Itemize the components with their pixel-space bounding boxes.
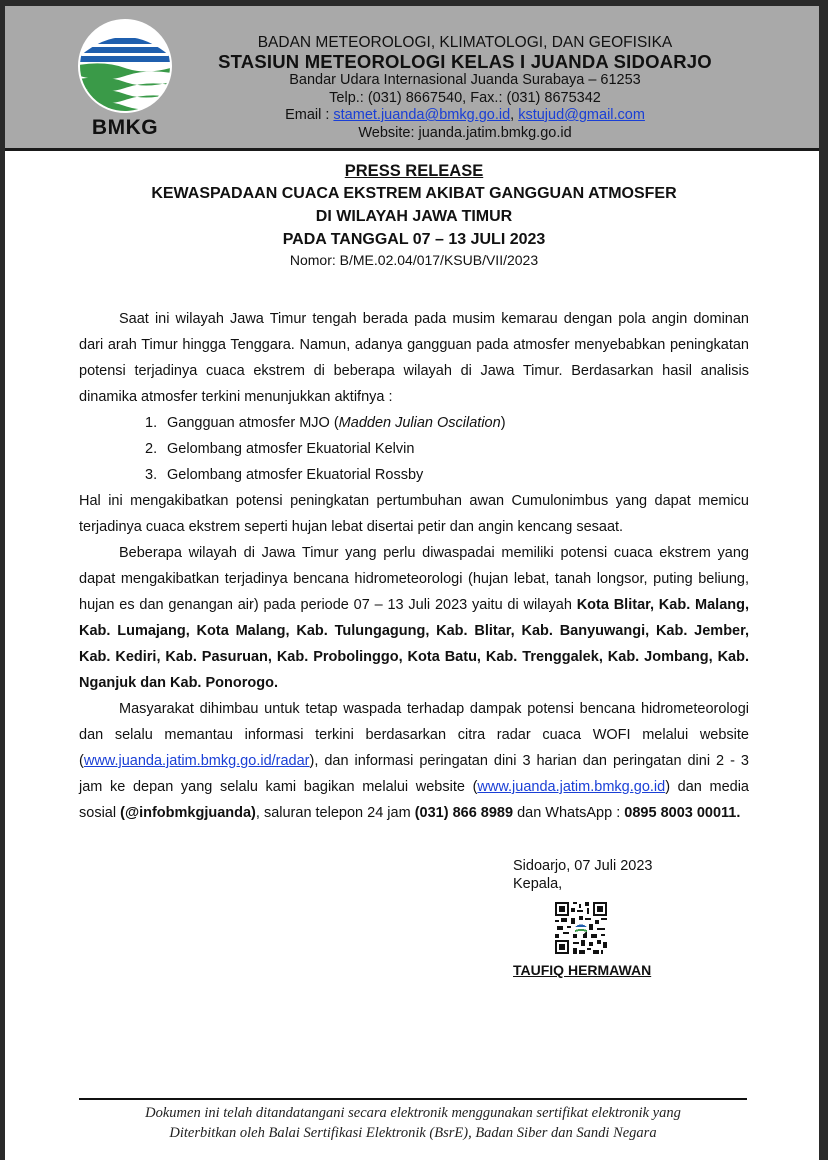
list-text <box>145 410 506 436</box>
document-body <box>79 306 749 826</box>
advice-text-b: ), dan informasi peringatan dini 3 harian dan peringatan dini 2 - 3 jam ke depan yang selalu kami bagikan melalui website ( <box>79 753 749 795</box>
footer-line-2: Diterbitkan oleh Balai Sertifikasi Elektronik (BsrE), Badan Siber dan Sandi Negara <box>169 1125 657 1141</box>
paragraph-intro: Saat ini wilayah Jawa Timur tengah berada pada musim kemarau dengan pola angin dominan dari arah Timur hingga Tenggara. Namun, adanya gangguan pada atmosfer menyebabkan peningkatan potensi terjadinya cuaca ekstrem di beberapa wilayah di Jawa Timur. Berdasarkan hasil analisis dinamika atmosfer terkini menunjukkan aktifnya : <box>79 311 749 405</box>
title-block <box>0 160 828 270</box>
letterhead-text <box>185 34 745 142</box>
station-name: STASIUN METEOROLOGI KELAS I JUANDA SIDOARJO <box>218 51 712 72</box>
list-item <box>79 410 749 436</box>
email-link-stamet[interactable]: stamet.juanda@bmkg.go.id <box>333 107 511 123</box>
title-line-3: PADA TANGGAL 07 – 13 JULI 2023 <box>282 231 546 248</box>
signature-block <box>513 857 733 893</box>
title-line-1: KEWASPADAAN CUACA EKSTREM AKIBAT GANGGUAN ATMOSFER <box>151 185 677 202</box>
paragraph-advice <box>79 696 749 826</box>
list-number: 3. <box>145 467 158 483</box>
list-item <box>79 462 749 488</box>
regions-intro: Beberapa wilayah di Jawa Timur yang perlu diwaspadai memiliki potensi cuaca ekstrem yang dapat mengakibatkan terjadinya bencana hidrometeorologi (hujan lebat, tanah longsor, puting beliung, hujan es dan genangan air) pada periode 07 – 13 Juli 2023 yaitu di wilayah <box>79 545 749 613</box>
advice-text-d: , saluran telepon 24 jam <box>255 805 415 821</box>
paragraph-regions <box>79 540 749 696</box>
email-separator: , <box>510 107 519 123</box>
radar-link[interactable]: www.juanda.jatim.bmkg.go.id/radar <box>83 753 310 769</box>
list-text-main: Gangguan atmosfer MJO ( <box>167 415 339 431</box>
press-release-heading: PRESS RELEASE <box>344 162 484 180</box>
advice-text-c: ) dan media sosial <box>79 779 749 821</box>
phenomena-list <box>79 410 749 488</box>
place-date: Sidoarjo, 07 Juli 2023 <box>513 858 653 874</box>
website-link[interactable]: www.juanda.jatim.bmkg.go.id <box>477 779 666 795</box>
list-text: Gelombang atmosfer Ekuatorial Kelvin <box>167 441 415 457</box>
e-signature-notice <box>79 1103 747 1143</box>
list-number: 2. <box>145 441 158 457</box>
logo-text: BMKG <box>91 116 159 139</box>
email-label: Email : <box>285 107 334 123</box>
bmkg-logo <box>73 16 177 146</box>
advice-text-e: dan WhatsApp : <box>513 805 625 821</box>
title-line-2: DI WILAYAH JAWA TIMUR <box>315 208 513 225</box>
list-text-after: ) <box>500 415 506 431</box>
phone-fax: Telp.: (031) 8667540, Fax.: (031) 8675342 <box>329 89 601 106</box>
email-line <box>185 107 745 125</box>
social-handle: (@infobmkgjuanda) <box>120 805 256 821</box>
regions-list: Kota Blitar, Kab. Malang, Kab. Lumajang, Kota Malang, Kab. Tulungagung, Kab. Blitar, Kab. Banyuwangi, Kab. Jember, Kab. Kediri, Kab. Pasuruan, Kab. Probolinggo, Kota Batu, Kab. Trenggalek, Kab. Jombang, Kab. Nganjuk dan Kab. Ponorogo. <box>79 597 750 691</box>
email-link-kstujud[interactable]: kstujud@gmail.com <box>518 107 645 123</box>
letterhead <box>5 6 819 151</box>
qr-code-icon <box>553 900 609 956</box>
website-line: Website: juanda.jatim.bmkg.go.id <box>358 124 572 141</box>
footer-divider <box>79 1098 747 1100</box>
agency-name: BADAN METEOROLOGI, KLIMATOLOGI, DAN GEOFISIKA <box>257 34 673 51</box>
bmkg-logo-icon <box>73 16 177 116</box>
document-number: Nomor: B/ME.02.04/017/KSUB/VII/2023 <box>289 252 539 268</box>
phone-number: (031) 866 8989 <box>414 805 514 821</box>
footer-line-1: Dokumen ini telah ditandatangani secara elektronik menggunakan sertifikat elektronik yang <box>145 1105 681 1121</box>
address: Bandar Udara Internasional Juanda Surabaya – 61253 <box>289 72 641 88</box>
signer-role: Kepala, <box>513 876 563 892</box>
list-text: Gelombang atmosfer Ekuatorial Rossby <box>167 467 424 483</box>
paragraph-impact: Hal ini mengakibatkan potensi peningkatan pertumbuhan awan Cumulonimbus yang dapat memicu terjadinya cuaca ekstrem seperti hujan lebat disertai petir dan angin kencang sesaat. <box>79 493 749 535</box>
list-number: 1. <box>145 415 158 431</box>
whatsapp-number: 0895 8003 00011. <box>624 805 741 821</box>
list-text-italic: Madden Julian Oscilation <box>338 415 501 431</box>
signer-name: TAUFIQ HERMAWAN <box>513 962 652 978</box>
advice-text-a: Masyarakat dihimbau untuk tetap waspada terhadap dampak potensi bencana hidrometeorologi dan selalu memantau informasi terkini berdasarkan citra radar cuaca WOFI melalui website ( <box>79 701 749 769</box>
list-item <box>79 436 749 462</box>
